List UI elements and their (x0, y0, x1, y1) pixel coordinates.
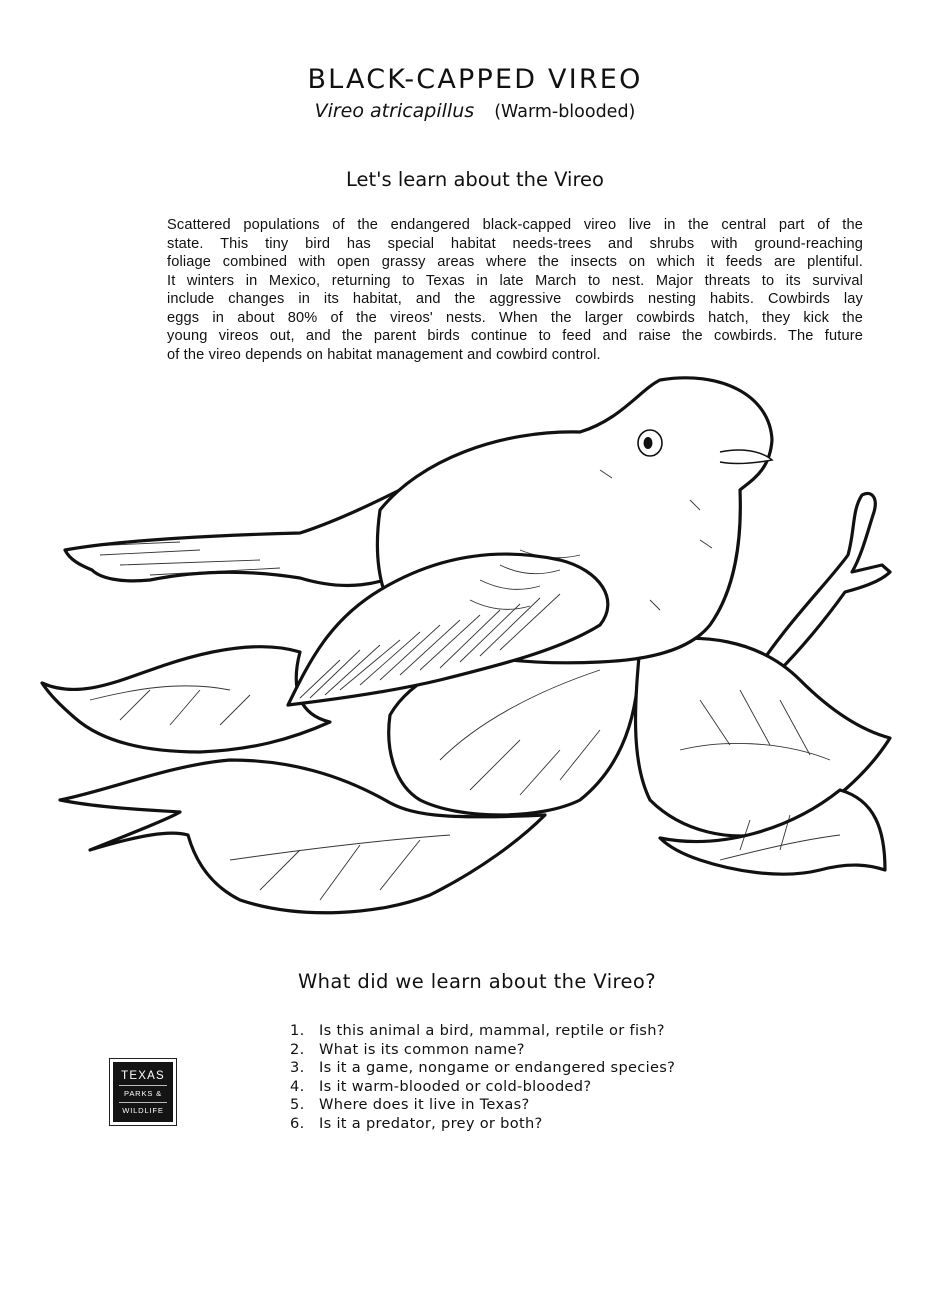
question-number: 1. (290, 1022, 305, 1039)
question-text: Is it a predator, prey or both? (319, 1114, 543, 1132)
texas-parks-wildlife-logo (109, 1058, 177, 1126)
question-text: Is this animal a bird, mammal, reptile or fish? (319, 1022, 665, 1039)
eye-icon (638, 430, 662, 456)
logo-text-texas: TEXAS (121, 1070, 165, 1082)
paragraph-line: young vireos out, and the parent birds continue to feed and raise the cowbirds. The future (167, 328, 863, 344)
question-item (290, 1096, 675, 1115)
subtitle (0, 100, 950, 122)
leaf-icon (42, 647, 330, 752)
question-item (290, 1078, 675, 1097)
description-paragraph (167, 216, 863, 364)
question-text: Where does it live in Texas? (319, 1096, 530, 1114)
logo-divider (119, 1085, 167, 1086)
question-item (290, 1115, 675, 1134)
quiz-heading: What did we learn about the Vireo? (297, 970, 656, 993)
question-item (290, 1041, 675, 1060)
learn-heading: Let's learn about the Vireo (346, 168, 604, 191)
question-number: 4. (290, 1077, 305, 1095)
paragraph-line: It winters in Mexico, returning to Texas in late March to nest. Major threats to its survival (167, 272, 863, 289)
question-number: 3. (290, 1059, 305, 1077)
logo-text-wildlife: WILDLIFE (122, 1106, 164, 1115)
question-number: 5. (290, 1096, 305, 1114)
page-title: BLACK-CAPPED VIREO (307, 64, 643, 95)
question-item (290, 1059, 675, 1078)
paragraph-line: state. This tiny bird has special habitat needs-trees and shrubs with ground-reaching (167, 235, 863, 252)
paragraph-line: include changes in its habitat, and the aggressive cowbirds nesting habits. Cowbirds lay (167, 291, 863, 307)
blood-type-label: (Warm-blooded) (494, 102, 636, 122)
paragraph-line: foliage combined with open grassy areas where the insects on which it feeds are plentiful. (167, 254, 863, 270)
paragraph-line: of the vireo depends on habitat management and cowbird control. (167, 346, 601, 363)
question-item (290, 1022, 675, 1041)
paragraph-line: eggs in about 80% of the vireos' nests. When the larger cowbirds hatch, they kick the (167, 309, 863, 326)
question-list (290, 1022, 675, 1134)
logo-divider (119, 1102, 167, 1103)
question-text: Is it a game, nongame or endangered species? (319, 1059, 676, 1077)
paragraph-line: Scattered populations of the endangered black-capped vireo live in the central part of the (167, 217, 863, 233)
vireo-illustration (38, 370, 894, 922)
logo-badge (113, 1062, 173, 1122)
question-number: 2. (290, 1040, 305, 1058)
question-text: What is its common name? (319, 1040, 525, 1058)
question-number: 6. (290, 1114, 305, 1132)
twig-icon (760, 494, 890, 672)
logo-text-parks: PARKS & (124, 1089, 162, 1098)
question-text: Is it warm-blooded or cold-blooded? (319, 1077, 592, 1095)
scientific-name: Vireo atricapillus (314, 100, 475, 122)
